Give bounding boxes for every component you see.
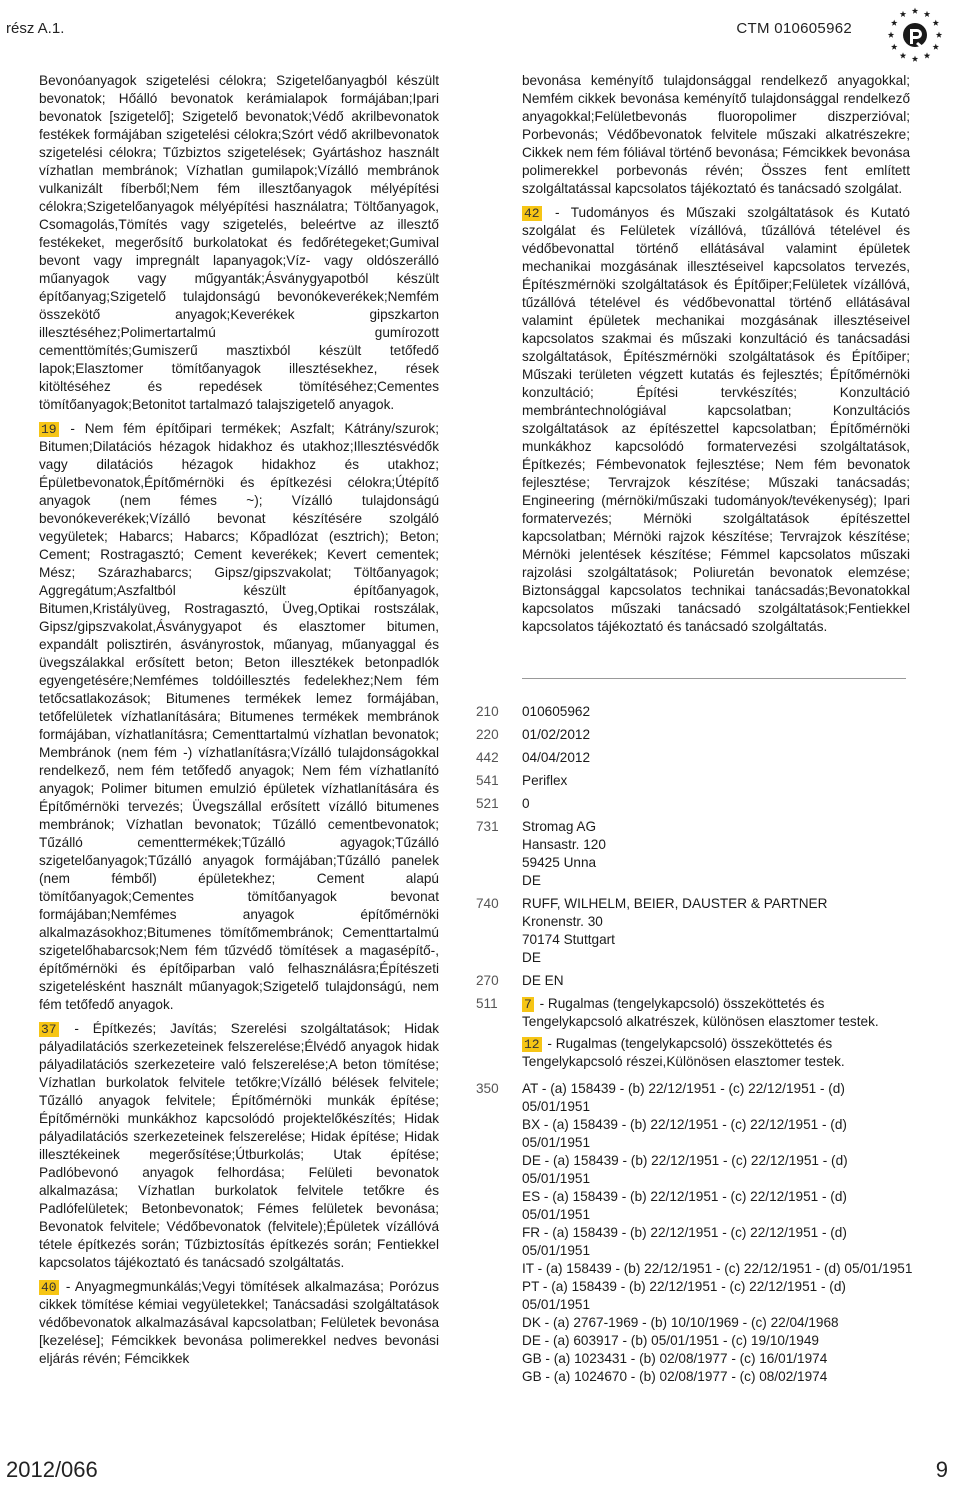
seniority-line: ES - (a) 158439 - (b) 22/12/1951 - (c) 22/12/1951 - (d) 05/01/1951 bbox=[522, 1189, 847, 1222]
class-number-badge: 12 bbox=[524, 1037, 540, 1052]
field-code: 210 bbox=[476, 704, 499, 719]
star-icon bbox=[933, 44, 939, 50]
right-column bbox=[522, 72, 910, 636]
field-code: 740 bbox=[476, 896, 499, 911]
class-paragraph bbox=[39, 1020, 439, 1272]
field-value bbox=[522, 1080, 916, 1386]
page-number: 9 bbox=[935, 1457, 948, 1482]
class-paragraph bbox=[39, 1278, 439, 1368]
class-paragraph bbox=[522, 204, 910, 636]
seniority-line: GB - (a) 1024670 - (b) 02/08/1977 - (c) 08/02/1974 bbox=[522, 1369, 828, 1384]
field-value bbox=[522, 818, 916, 890]
star-icon bbox=[924, 52, 930, 58]
seniority-line: BX - (a) 158439 - (b) 22/12/1951 - (c) 22/12/1951 - (d) 05/01/1951 bbox=[522, 1117, 847, 1150]
field-line: 70174 Stuttgart bbox=[522, 932, 615, 947]
class-description: bevonása keményítő tulajdonsággal rendelkező anyagokkal; Nemfém cikkek bevonása keményítő tulajdonsággal rendelkező anyagokkal;Felületbevonás fluoropolimer diszperzióval; Porbevonás; Védőbevonatok felvitele műszaki alkatrészekre; Cikkek nem fém fóliával történő bevonása; Fémcikkek bevonása polimerekkel porbevonás révén; Összes fent említett szolgáltatással kapcsolatos tájékoztató és tanácsadó szolgálat. bbox=[522, 73, 910, 196]
bibliographic-data bbox=[476, 703, 916, 1391]
seniority-line: FR - (a) 158439 - (b) 22/12/1951 - (c) 22/12/1951 - (d) 05/01/1951 bbox=[522, 1225, 847, 1258]
field-code: 442 bbox=[476, 750, 499, 765]
class-description: - Rugalmas (tengelykapcsoló) összeköttetés és Tengelykapcsoló részei,Különösen elasztomer testek. bbox=[522, 1036, 845, 1069]
field-row bbox=[476, 703, 916, 721]
goods-class-item bbox=[522, 995, 916, 1031]
class-number-badge: 37 bbox=[41, 1022, 57, 1037]
star-icon bbox=[912, 56, 918, 62]
eu-stars-logo-icon bbox=[880, 6, 950, 64]
class-description: Bevonóanyagok szigetelési célokra; Szigetelőanyagból készült bevonatok; Hőálló bevonatok kerámialapok formájában;Ipari bevonatok [szigetelő]; Szigetelő bevonatok;Védő akrilbevonatok festékek formájában szigetelési célokra;Szórt védő akrilbevonatok szigetelési célokra; Tűzbiztos szigetelések; Gyártáshoz használt vízhatlan membránok; Vízhatlan gumilapok;Vízálló membránok vulkanizált fíberből;Nem fém illesztőanyagok mélyépítési célokra;Szigetelőanyagok mélyépítési használatra; Töltőanyagok, Csomagolás,Tömítés vagy szigetelés, beleértve az illesztő festékeket, megerősítő burkolatokat és fedőrétegeket;Gumival bevont vagy impregnált lapanyagok;Víz- vagy oldószerálló műanyagok vagy műgyanták;Ásványgyapotból készült építőanyag;Szigetelő tulajdonságú bevonókeverékek;Nemfém összekötő anyagok;Keverékek gipszkarton illesztéséhez;Polimertartalmú gumírozott cementtömítés;Gumiszerű masztixból készült tetőfedő lapok;Elasztomer tömítőanyagok illesztésekhez, rések kitöltéséhez és repedések tömítéséhez;Cementes tömítőanyagok;Betonitot tartalmazó talajszigetelő anyagok. bbox=[39, 73, 439, 412]
seniority-line: PT - (a) 158439 - (b) 22/12/1951 - (c) 22/12/1951 - (d) 05/01/1951 bbox=[522, 1279, 846, 1312]
field-value bbox=[522, 895, 916, 967]
field-value bbox=[522, 972, 916, 990]
field-line: Periflex bbox=[522, 773, 568, 788]
ctm-number: CTM 010605962 bbox=[736, 20, 852, 37]
seniority-line: GB - (a) 1023431 - (b) 02/08/1977 - (c) 16/01/1974 bbox=[522, 1351, 828, 1366]
field-line: Hansastr. 120 bbox=[522, 837, 606, 852]
bulletin-issue: 2012/066 bbox=[6, 1457, 98, 1482]
divider bbox=[522, 678, 906, 679]
field-value bbox=[522, 795, 916, 813]
field-code: 521 bbox=[476, 796, 499, 811]
field-row bbox=[476, 749, 916, 767]
field-code: 511 bbox=[476, 996, 498, 1011]
field-row bbox=[476, 726, 916, 744]
field-row bbox=[476, 772, 916, 790]
field-line: Kronenstr. 30 bbox=[522, 914, 603, 929]
star-icon bbox=[891, 44, 897, 50]
field-row bbox=[476, 995, 916, 1075]
class-description: - Nem fém építőipari termékek; Aszfalt; Kátrány/szurok; Bitumen;Dilatációs hézagok hidakhoz és utakhoz;Illesztésvédők vagy dilatációs hézagok hidakhoz és utakhoz; Épületbevonatok,Építőmérnöki és építkezési célokra;Útépítő anyagok (nem fémes ~); Vízálló tulajdonságú bevonókeverékek;Vízálló bevonat készítésére szolgáló vegyületek; Habarcs; Habarcs; Kőpadlózat (esztrich); Beton; Cement; Rostragasztó; Cement keverékek; Kevert cementek; Mész; Szárazhabarcs; Gipsz/gipszvakolat; Töltőanyagok; Aggregátum;Aszfaltból készült építőanyagok, Bitumen,Kristályüveg, Rostragasztó, Üveg,Optikai rostszálak, Gipsz/gipszvakolat,Ásványgyapot és elasztomer bitumen, expandált polisztirén, ásványrostok, műanyag, műanyaggal és üvegszálakkal erősített beton; Beton illesztékek betonpadlók egyengetésére;Nemfémes toldóillesztés fedelekhez;Nem fém tetőcsatlakozások; Bitumenes termékek lemez formájában, tetőfelületek vízhatlanítására; Bitumenes termékek membránok formájában, vízhatlanításra; Cementtartalmú vízhatlan bevonatok; Membránok (nem fém -) vízhatlanításra;Vízálló tulajdonságokkal rendelkező, nem fém tetőfedő anyagok; Nem fém vízhatlanító anyagok; Polimer bitumen emulzió épületek vízhatlanítására és Építőmérnöki tervezés; Üvegszállal erősített vízálló bitumenes membránok; Vízhatlan bevonatok; Tűzálló cementbevonatok; Tűzálló cementtermékek;Tűzálló agyagok;Tűzálló szigetelőanyagok;Tűzálló anyagok formájában;Tűzálló panelek (nem fémből) épületekhez; Cement alapú tömítőanyagok;Cementes tömítőanyagok bevonat formájában;Nemfémes anyagok építőmérnöki alkalmazásokhoz;Bitumenes tömítőmembránok; Cementtartalmú szigetelőhabarcsok;Nem fém tűzvédő tömítések a magasépítő-, építőmérnöki és építőiparban való felhasználásra;Építészeti szigetelésként használt műanyagok;Szigetelő tulajdonságú, nem fém tetőfedő anyagok. bbox=[39, 421, 439, 1012]
class-paragraph bbox=[522, 72, 910, 198]
seniority-line: IT - (a) 158439 - (b) 22/12/1951 - (c) 22/12/1951 - (d) 05/01/1951 bbox=[522, 1261, 913, 1276]
field-row bbox=[476, 972, 916, 990]
field-line: DE EN bbox=[522, 973, 564, 988]
left-column bbox=[39, 72, 439, 1368]
field-line: 04/04/2012 bbox=[522, 750, 591, 765]
field-row bbox=[476, 795, 916, 813]
goods-class-item bbox=[522, 1035, 916, 1071]
field-value bbox=[522, 995, 916, 1075]
class-description: - Rugalmas (tengelykapcsoló) összeköttetés és Tengelykapcsoló alkatrészek, különösen elasztomer testek. bbox=[522, 996, 879, 1029]
class-description: - Építkezés; Javítás; Szerelési szolgáltatások; Hidak pályadilatációs szerkezeteinek felszerelése;Élvédő anyagok hidak pályadilatációs szerkezeteire való felszerelése;A beton tömítése; Vízhatlan burkolatok felvitele tetőkre;Vízálló bélések felvitele; Tűzálló anyagok felvitele; Építőmérnöki munkák építése; Építőmérnöki munkákhoz kapcsolódó projektelőkészítés; Hidak pályadilatációs szerkezeteinek felszerelése; Hidak építése; Hidak illesztékeinek megerősítése;Útburkolás; Utak építése; Padlóbevonó anyagok felhordása; Felületi bevonatok alkalmazása; Vízhatlan burkolatok felvitele tetőkre és Padlófelületek; Betonbevonatok; Fémes felületek bevonása; Bevonatok felvitele; Védőbevonatok (felvitele);Épületek vízállóvá tétele építkezés során; Tűzbiztosítás építkezés során; Fentiekkel kapcsolatos tájékoztató és tanácsadó szolgáltatás. bbox=[39, 1021, 439, 1270]
field-line: 010605962 bbox=[522, 704, 591, 719]
seniority-line: AT - (a) 158439 - (b) 22/12/1951 - (c) 22/12/1951 - (d) 05/01/1951 bbox=[522, 1081, 845, 1114]
star-icon bbox=[888, 32, 894, 38]
field-code: 220 bbox=[476, 727, 499, 742]
star-icon bbox=[924, 11, 930, 17]
star-icon bbox=[912, 8, 918, 14]
class-number-badge: 40 bbox=[41, 1280, 57, 1295]
star-icon bbox=[900, 11, 906, 17]
field-line: DE bbox=[522, 873, 541, 888]
field-line: 59425 Unna bbox=[522, 855, 597, 870]
field-code: 270 bbox=[476, 973, 499, 988]
field-value bbox=[522, 703, 916, 721]
star-icon bbox=[891, 20, 897, 26]
field-code: 731 bbox=[476, 819, 499, 834]
star-icon bbox=[933, 20, 939, 26]
seniority-line: DE - (a) 158439 - (b) 22/12/1951 - (c) 22/12/1951 - (d) 05/01/1951 bbox=[522, 1153, 848, 1186]
field-row bbox=[476, 818, 916, 890]
star-icon bbox=[936, 32, 942, 38]
seniority-line: DE - (a) 603917 - (b) 05/01/1951 - (c) 19/10/1949 bbox=[522, 1333, 819, 1348]
class-number-badge: 42 bbox=[524, 206, 540, 221]
field-line: 0 bbox=[522, 796, 530, 811]
class-description: - Anyagmegmunkálás;Vegyi tömítések alkalmazása; Porózus cikkek tömítése kémiai vegyületekkel; Tanácsadási szolgáltatások védőbevonatok alkalmazásával kapcsolatban; Felületek bevonása [kezelése]; Fémcikkek bevonása polimerekkel nedves bevonási eljárás révén; Fémcikkek bbox=[39, 1279, 439, 1366]
field-code: 350 bbox=[476, 1081, 499, 1096]
field-value bbox=[522, 772, 916, 790]
class-description: - Tudományos és Műszaki szolgáltatások és Kutató szolgálat és Felületek vízállóvá, tűzállóvá tételével és védőbevonattal történő ellátásával valamint épületek mechanikai mozgásának illesztéseivel kapcsolatos tervezés, Építészmérnöki szolgáltatások és Építőiper;Felületek vízállóvá, tűzállóvá tételével és védőbevonattal történő ellátásával valamint épületek mechanikai mozgásának illesztéseivel kapcsolatos szakmai és műszaki konzultáció és tanácsadási szolgáltatások, Építészmérnöki szolgáltatások és Építőiper; Műszaki területen végzett kutatás és fejlesztés; Építőmérnöki konzultáció; Építési tervkészítés; Konzultáció membrántechnológiával kapcsolatban; Konzultációs szolgáltatások az építészettel kapcsolatban; Építőmérnöki munkákhoz kapcsolódó formatervezési szolgáltatások, Építkezés; Fémbevonatok fejlesztése; Nem fém bevonatok fejlesztése; Tervrajzok készítése; Műszaki tanácsadás; Engineering (mérnöki/műszaki tudományok/tevékenység); Ipari formatervezés; Mérnöki szolgáltatások építészettel kapcsolatban; Mérnöki rajzok készítése; Tervrajzok készítése; Mérnöki jelentések készítése; Fémmel kapcsolatos műszaki rajzolási szolgáltatások; Poliuretán bevonatok elemzése; Biztonsággal kapcsolatos technikai tanácsadás;Bevonatokkal kapcsolatos műszaki tanácsadó szolgáltatások;Fentiekkel kapcsolatos tájékoztató és tanácsadó szolgáltatás. bbox=[522, 205, 910, 634]
class-paragraph bbox=[39, 72, 439, 414]
field-row bbox=[476, 1080, 916, 1386]
field-line: RUFF, WILHELM, BEIER, DAUSTER & PARTNER bbox=[522, 896, 828, 911]
field-code: 541 bbox=[476, 773, 499, 788]
field-value bbox=[522, 749, 916, 767]
field-value bbox=[522, 726, 916, 744]
seniority-line: DK - (a) 2767-1969 - (b) 10/10/1969 - (c) 22/04/1968 bbox=[522, 1315, 839, 1330]
field-line: Stromag AG bbox=[522, 819, 597, 834]
class-number-badge: 19 bbox=[41, 422, 57, 437]
section-label: rész A.1. bbox=[6, 20, 65, 37]
star-icon bbox=[900, 52, 906, 58]
field-line: 01/02/2012 bbox=[522, 727, 591, 742]
class-number-badge: 7 bbox=[524, 997, 532, 1012]
field-row bbox=[476, 895, 916, 967]
class-paragraph bbox=[39, 420, 439, 1014]
field-line: DE bbox=[522, 950, 541, 965]
